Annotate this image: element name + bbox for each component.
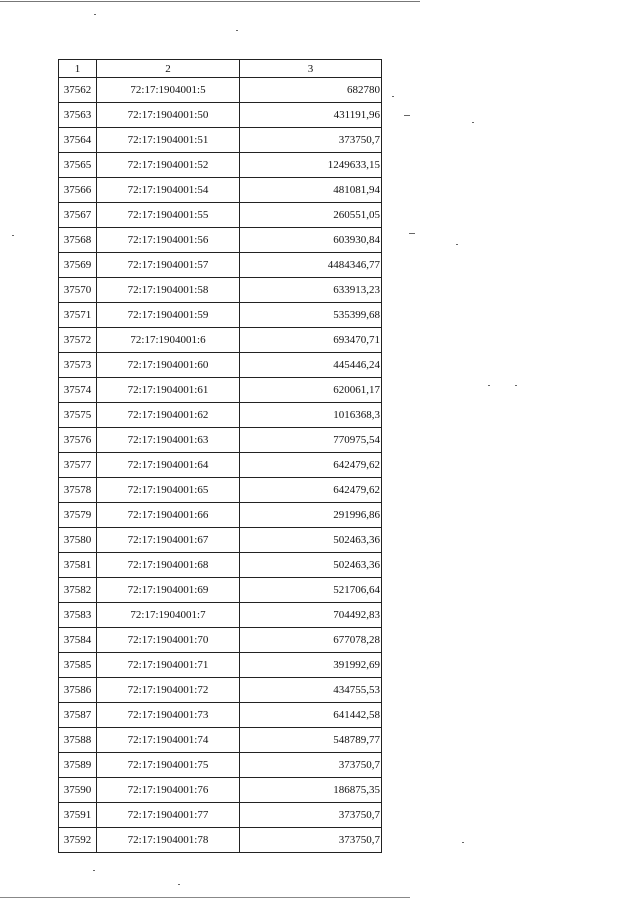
scan-speck xyxy=(392,96,394,97)
row-number-cell: 37589 xyxy=(59,753,97,778)
row-number-cell: 37572 xyxy=(59,328,97,353)
value-cell: 373750,7 xyxy=(240,753,382,778)
cadastral-number-cell: 72:17:1904001:5 xyxy=(97,78,240,103)
cadastral-number-cell: 72:17:1904001:66 xyxy=(97,503,240,528)
value-cell: 434755,53 xyxy=(240,678,382,703)
value-cell: 481081,94 xyxy=(240,178,382,203)
cadastral-number-cell: 72:17:1904001:59 xyxy=(97,303,240,328)
cadastral-number-cell: 72:17:1904001:76 xyxy=(97,778,240,803)
row-number-cell: 37584 xyxy=(59,628,97,653)
cadastral-number-cell: 72:17:1904001:72 xyxy=(97,678,240,703)
row-number-cell: 37592 xyxy=(59,828,97,853)
cadastral-number-cell: 72:17:1904001:65 xyxy=(97,478,240,503)
table-row xyxy=(59,803,382,828)
row-number-cell: 37587 xyxy=(59,703,97,728)
scan-speck xyxy=(178,884,180,885)
row-number-cell: 37578 xyxy=(59,478,97,503)
cadastral-number-cell: 72:17:1904001:73 xyxy=(97,703,240,728)
cadastral-number-cell: 72:17:1904001:74 xyxy=(97,728,240,753)
row-number-cell: 37567 xyxy=(59,203,97,228)
value-cell: 373750,7 xyxy=(240,128,382,153)
cadastral-number-cell: 72:17:1904001:6 xyxy=(97,328,240,353)
value-cell: 620061,17 xyxy=(240,378,382,403)
column-header-3: 3 xyxy=(240,60,382,78)
table-body xyxy=(59,78,382,853)
value-cell: 633913,23 xyxy=(240,278,382,303)
table-row xyxy=(59,178,382,203)
table-row xyxy=(59,428,382,453)
cadastral-number-cell: 72:17:1904001:61 xyxy=(97,378,240,403)
row-number-cell: 37581 xyxy=(59,553,97,578)
row-number-cell: 37569 xyxy=(59,253,97,278)
value-cell: 391992,69 xyxy=(240,653,382,678)
row-number-cell: 37564 xyxy=(59,128,97,153)
value-cell: 641442,58 xyxy=(240,703,382,728)
scan-speck xyxy=(462,842,464,843)
table-header-row xyxy=(59,60,382,78)
table-row xyxy=(59,678,382,703)
value-cell: 445446,24 xyxy=(240,353,382,378)
table-row xyxy=(59,328,382,353)
value-cell: 1249633,15 xyxy=(240,153,382,178)
cadastral-number-cell: 72:17:1904001:50 xyxy=(97,103,240,128)
table-row xyxy=(59,503,382,528)
cadastral-number-cell: 72:17:1904001:77 xyxy=(97,803,240,828)
table-row xyxy=(59,128,382,153)
cadastral-number-cell: 72:17:1904001:63 xyxy=(97,428,240,453)
row-number-cell: 37573 xyxy=(59,353,97,378)
row-number-cell: 37582 xyxy=(59,578,97,603)
cadastral-number-cell: 72:17:1904001:75 xyxy=(97,753,240,778)
cadastral-number-cell: 72:17:1904001:56 xyxy=(97,228,240,253)
value-cell: 642479,62 xyxy=(240,478,382,503)
table-row xyxy=(59,753,382,778)
value-cell: 502463,36 xyxy=(240,553,382,578)
value-cell: 502463,36 xyxy=(240,528,382,553)
column-header-1: 1 xyxy=(59,60,97,78)
scan-speck xyxy=(236,30,238,31)
row-number-cell: 37565 xyxy=(59,153,97,178)
scan-speck xyxy=(515,385,517,386)
row-number-cell: 37576 xyxy=(59,428,97,453)
cadastral-number-cell: 72:17:1904001:69 xyxy=(97,578,240,603)
row-number-cell: 37566 xyxy=(59,178,97,203)
table-row xyxy=(59,153,382,178)
cadastral-number-cell: 72:17:1904001:55 xyxy=(97,203,240,228)
row-number-cell: 37586 xyxy=(59,678,97,703)
table-row xyxy=(59,628,382,653)
row-number-cell: 37574 xyxy=(59,378,97,403)
value-cell: 373750,7 xyxy=(240,828,382,853)
cadastral-value-table xyxy=(58,59,382,853)
column-header-2: 2 xyxy=(97,60,240,78)
value-cell: 770975,54 xyxy=(240,428,382,453)
value-cell: 693470,71 xyxy=(240,328,382,353)
row-number-cell: 37568 xyxy=(59,228,97,253)
table-row xyxy=(59,703,382,728)
cadastral-number-cell: 72:17:1904001:64 xyxy=(97,453,240,478)
value-cell: 1016368,3 xyxy=(240,403,382,428)
value-cell: 704492,83 xyxy=(240,603,382,628)
row-number-cell: 37571 xyxy=(59,303,97,328)
value-cell: 291996,86 xyxy=(240,503,382,528)
cadastral-number-cell: 72:17:1904001:60 xyxy=(97,353,240,378)
row-number-cell: 37562 xyxy=(59,78,97,103)
cadastral-number-cell: 72:17:1904001:54 xyxy=(97,178,240,203)
value-cell: 186875,35 xyxy=(240,778,382,803)
table-row xyxy=(59,603,382,628)
cadastral-number-cell: 72:17:1904001:57 xyxy=(97,253,240,278)
cadastral-number-cell: 72:17:1904001:51 xyxy=(97,128,240,153)
value-cell: 535399,68 xyxy=(240,303,382,328)
page-top-rule xyxy=(0,1,420,2)
row-number-cell: 37579 xyxy=(59,503,97,528)
table-row xyxy=(59,828,382,853)
table-row xyxy=(59,553,382,578)
cadastral-number-cell: 72:17:1904001:71 xyxy=(97,653,240,678)
value-cell: 682780 xyxy=(240,78,382,103)
table-row xyxy=(59,728,382,753)
cadastral-number-cell: 72:17:1904001:7 xyxy=(97,603,240,628)
table-row xyxy=(59,528,382,553)
table-row xyxy=(59,578,382,603)
row-number-cell: 37577 xyxy=(59,453,97,478)
value-cell: 260551,05 xyxy=(240,203,382,228)
cadastral-number-cell: 72:17:1904001:58 xyxy=(97,278,240,303)
cadastral-number-cell: 72:17:1904001:62 xyxy=(97,403,240,428)
cadastral-number-cell: 72:17:1904001:52 xyxy=(97,153,240,178)
row-number-cell: 37563 xyxy=(59,103,97,128)
value-cell: 4484346,77 xyxy=(240,253,382,278)
table-row xyxy=(59,303,382,328)
cadastral-number-cell: 72:17:1904001:67 xyxy=(97,528,240,553)
row-number-cell: 37570 xyxy=(59,278,97,303)
table-row xyxy=(59,478,382,503)
scan-speck xyxy=(409,233,415,234)
row-number-cell: 37583 xyxy=(59,603,97,628)
value-cell: 373750,7 xyxy=(240,803,382,828)
table-row xyxy=(59,353,382,378)
row-number-cell: 37590 xyxy=(59,778,97,803)
cadastral-number-cell: 72:17:1904001:78 xyxy=(97,828,240,853)
table-row xyxy=(59,453,382,478)
row-number-cell: 37588 xyxy=(59,728,97,753)
scan-speck xyxy=(94,14,96,15)
table-row xyxy=(59,78,382,103)
scan-speck xyxy=(456,244,458,245)
cadastral-number-cell: 72:17:1904001:68 xyxy=(97,553,240,578)
table-row xyxy=(59,278,382,303)
value-cell: 642479,62 xyxy=(240,453,382,478)
value-cell: 548789,77 xyxy=(240,728,382,753)
row-number-cell: 37575 xyxy=(59,403,97,428)
row-number-cell: 37580 xyxy=(59,528,97,553)
table-row xyxy=(59,778,382,803)
table-row xyxy=(59,653,382,678)
table-row xyxy=(59,403,382,428)
value-cell: 431191,96 xyxy=(240,103,382,128)
table-row xyxy=(59,253,382,278)
scan-speck xyxy=(93,870,95,871)
table-row xyxy=(59,103,382,128)
value-cell: 603930,84 xyxy=(240,228,382,253)
table-row xyxy=(59,378,382,403)
value-cell: 677078,28 xyxy=(240,628,382,653)
scan-speck xyxy=(12,235,14,236)
cadastral-number-cell: 72:17:1904001:70 xyxy=(97,628,240,653)
row-number-cell: 37585 xyxy=(59,653,97,678)
table-row xyxy=(59,203,382,228)
value-cell: 521706,64 xyxy=(240,578,382,603)
scan-speck xyxy=(404,115,410,116)
page-bottom-rule xyxy=(0,897,410,898)
row-number-cell: 37591 xyxy=(59,803,97,828)
table-row xyxy=(59,228,382,253)
scan-speck xyxy=(472,122,474,123)
scan-speck xyxy=(488,385,490,386)
